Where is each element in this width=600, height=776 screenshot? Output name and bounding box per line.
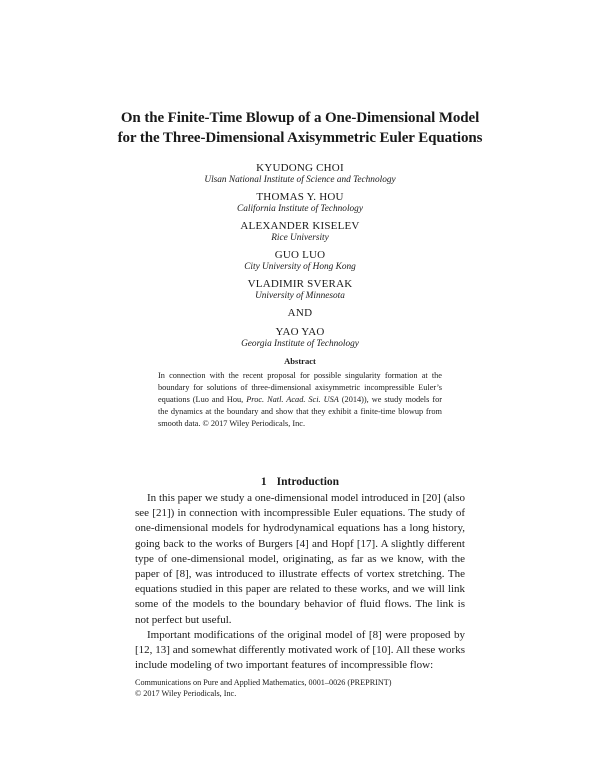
- author-name: GUO LUO: [274, 249, 326, 261]
- author-name: VLADIMIR SVERAK: [247, 278, 353, 290]
- author-block: [100, 249, 500, 273]
- author-affiliation: City University of Hong Kong: [244, 262, 356, 272]
- abstract-heading: Abstract: [284, 356, 316, 366]
- author-conjunction: AND: [287, 307, 313, 319]
- author-affiliation: Ulsan National Institute of Science and Technology: [204, 175, 396, 185]
- author-affiliation: Georgia Institute of Technology: [241, 339, 359, 349]
- author-block: [100, 326, 500, 350]
- author-name: KYUDONG CHOI: [256, 162, 344, 174]
- footer-copyright-line: © 2017 Wiley Periodicals, Inc.: [135, 689, 237, 698]
- author-name: YAO YAO: [275, 326, 325, 338]
- author-block: [100, 278, 500, 302]
- author-list: [100, 162, 500, 355]
- author-name: ALEXANDER KISELEV: [240, 220, 360, 232]
- section-number: 1: [260, 476, 267, 488]
- author-affiliation: Rice University: [271, 233, 329, 243]
- author-block: [100, 220, 500, 244]
- paper-title: [60, 108, 540, 148]
- title-line: On the Finite-Time Blowup of a One-Dimensional Model: [120, 110, 480, 126]
- author-affiliation: California Institute of Technology: [237, 204, 363, 214]
- body-paragraph: Important modifications of the original model of [8] were proposed by [12, 13] and somewhat differently motivated work of [10]. All these works include modeling of two important features of incompressible flow:: [135, 628, 465, 672]
- abstract-journal-name: Proc. Natl. Acad. Sci. USA: [246, 395, 339, 404]
- body-paragraph: In this paper we study a one-dimensional model introduced in [20] (also see [21]) in connection with incompressible Euler equations. The study of one-dimensional models for hydrodynamical equations has a long history, going back to the works of Burgers [4] and Hopf [17]. A slightly different type of one-dimensional model, originating, as far as we know, with the paper of [8], was introduced to illustrate effects of vortex stretching. The equations studied in this paper are related to these works, and we will link some of the models to the boundary behavior of fluid flows. The link is not perfect but useful.: [135, 492, 465, 626]
- body-text: [135, 491, 465, 673]
- author-name: THOMAS Y. HOU: [256, 191, 344, 203]
- footer-journal-line: Communications on Pure and Applied Mathematics, 0001–0026 (PREPRINT): [135, 678, 392, 687]
- section-heading: [100, 475, 500, 489]
- abstract-text-part: (2014)), we study models for the dynamics at the boundary and show that they exhibit a finite-time blowup from smooth data. © 2017 Wiley Periodicals, Inc.: [158, 395, 442, 428]
- page-footer: [135, 677, 465, 699]
- author-block: [100, 162, 500, 186]
- title-line: for the Three-Dimensional Axisymmetric Euler Equations: [117, 130, 483, 146]
- abstract-text: [158, 370, 442, 430]
- author-block: [100, 191, 500, 215]
- abstract-text-part: In connection with the recent proposal for possible singularity formation at the boundary for solutions of three-dimensional axisymmetric incompressible Euler’s equations (Luo and Hou,: [158, 371, 442, 404]
- section-title: Introduction: [276, 476, 340, 488]
- author-affiliation: University of Minnesota: [255, 291, 345, 301]
